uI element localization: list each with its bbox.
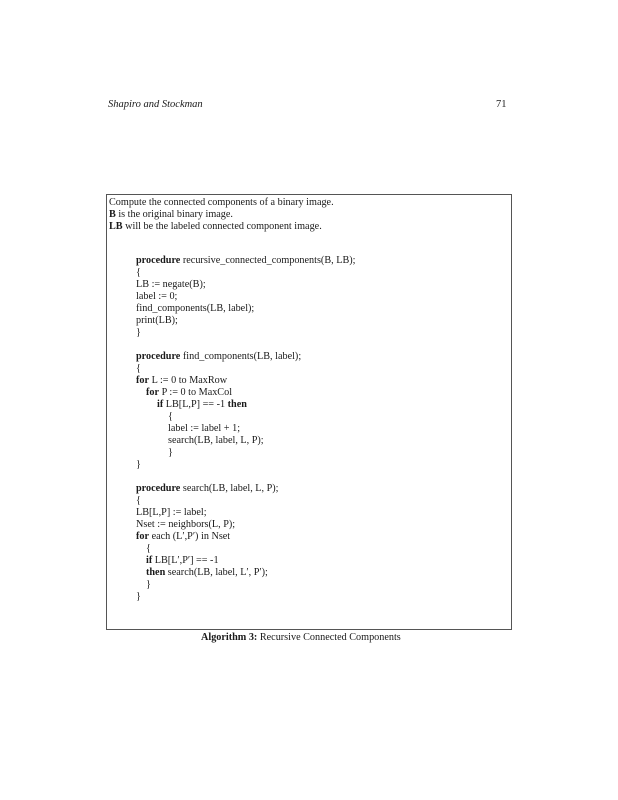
caption-title: Recursive Connected Components [257, 632, 401, 643]
intro-line-3 [109, 221, 322, 233]
proc2-inner-close-brace: } [168, 447, 173, 458]
running-header-authors: Shapiro and Stockman [108, 99, 203, 110]
proc2-for-rows [136, 375, 227, 387]
keyword-then: then [146, 567, 166, 578]
proc1-line-2: label := 0; [136, 291, 178, 302]
page-number: 71 [496, 99, 507, 110]
proc3-line-2: Nset := neighbors(L, P); [136, 519, 236, 530]
proc3-then-call: search(LB, label, L′, P′); [165, 567, 268, 578]
keyword-if: if [146, 555, 153, 566]
proc3-for-each-text: each (L′,P′) in Nset [149, 531, 231, 542]
intro-var-lb: LB [109, 221, 123, 232]
keyword-procedure: procedure [136, 483, 181, 494]
proc3-signature [136, 483, 279, 495]
proc3-inner-open-brace: { [146, 543, 151, 554]
proc1-close-brace: } [136, 327, 141, 338]
proc3-for-each [136, 531, 230, 543]
keyword-if: if [157, 399, 164, 410]
proc2-if [157, 399, 247, 411]
keyword-procedure: procedure [136, 351, 181, 362]
proc1-open-brace: { [136, 267, 141, 278]
proc2-inner-open-brace: { [168, 411, 173, 422]
proc3-if-cond: LB[L′,P′] == -1 [152, 555, 219, 566]
proc2-close-brace: } [136, 459, 141, 470]
proc2-signature [136, 351, 301, 363]
intro-line-1: Compute the connected components of a binary image. [109, 197, 334, 208]
proc2-if-cond: LB[L,P] == -1 [163, 399, 228, 410]
proc2-inner-line-1: label := label + 1; [168, 423, 241, 434]
proc3-if [146, 555, 219, 567]
keyword-then: then [227, 399, 247, 410]
proc3-line-1: LB[L,P] := label; [136, 507, 207, 518]
intro-line-2-text: is the original binary image. [115, 209, 233, 220]
proc2-open-brace: { [136, 363, 141, 374]
proc1-line-3: find_components(LB, label); [136, 303, 255, 314]
proc3-then [146, 567, 268, 579]
keyword-for: for [136, 531, 150, 542]
keyword-for: for [136, 375, 150, 386]
intro-line-3-text: will be the labeled connected component image. [122, 221, 322, 232]
intro-var-b: B [109, 209, 116, 220]
proc2-for-cols [146, 387, 232, 399]
intro-line-2 [109, 209, 233, 221]
proc1-signature [136, 255, 355, 267]
proc2-name: find_components(LB, label); [180, 351, 302, 362]
proc2-inner-line-2: search(LB, label, L, P); [168, 435, 264, 446]
proc1-name: recursive_connected_components(B, LB); [180, 255, 356, 266]
proc2-for-rows-text: L := 0 to MaxRow [149, 375, 228, 386]
proc1-line-4: print(LB); [136, 315, 178, 326]
caption-label: Algorithm 3: [201, 632, 258, 643]
algorithm-caption [201, 632, 401, 643]
algorithm-box [106, 194, 512, 630]
proc3-open-brace: { [136, 495, 141, 506]
proc3-close-brace: } [136, 591, 141, 602]
proc1-line-1: LB := negate(B); [136, 279, 206, 290]
keyword-for: for [146, 387, 160, 398]
proc3-inner-close-brace: } [146, 579, 151, 590]
proc3-name: search(LB, label, L, P); [180, 483, 279, 494]
keyword-procedure: procedure [136, 255, 181, 266]
proc2-for-cols-text: P := 0 to MaxCol [159, 387, 233, 398]
